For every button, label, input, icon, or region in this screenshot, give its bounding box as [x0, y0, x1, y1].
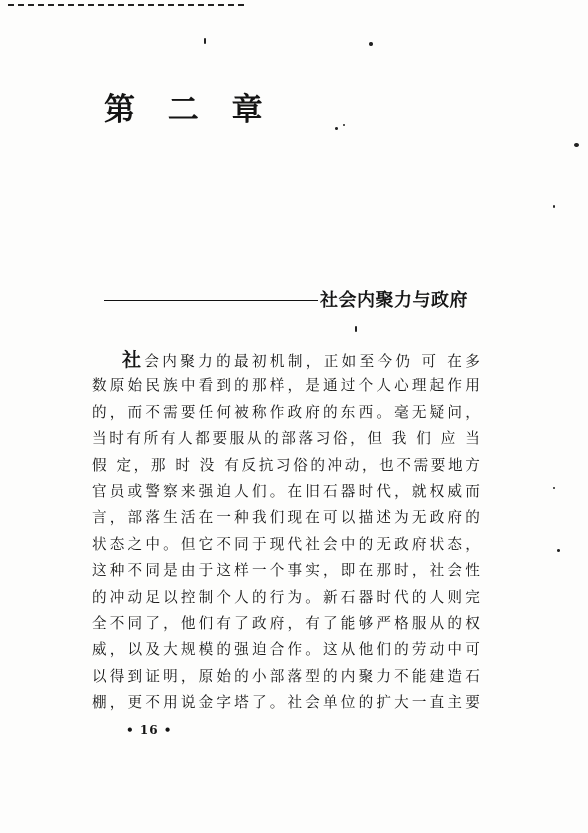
- heading-rule: [104, 300, 318, 301]
- scan-speck: [574, 143, 579, 147]
- scan-speck: [204, 38, 206, 44]
- chapter-title: 第 二 章: [104, 92, 274, 128]
- dropcap: 社: [122, 349, 145, 371]
- text-line: 假 定，那 时 没 有反抗习俗的冲动，也不需要地方: [92, 456, 480, 474]
- text-line: 以得到证明，原始的小部落型的内聚力不能建造石: [92, 667, 480, 685]
- scan-speck: [553, 205, 555, 208]
- section-heading-row: [104, 286, 486, 316]
- body-paragraph: [92, 347, 480, 716]
- text-line: 数原始民族中看到的那样，是通过个人心理起作用: [92, 377, 480, 395]
- text-line: 的冲动足以控制个人的行为。新石器时代的人则完: [92, 588, 480, 606]
- scan-speck: [553, 487, 555, 489]
- text-line: 当时有所有人都要服从的部落习俗，但 我 们 应 当: [92, 430, 480, 448]
- scan-speck: [369, 42, 373, 46]
- scan-edge-dashes: [8, 4, 244, 6]
- section-heading: 社会内聚力与政府: [320, 290, 468, 311]
- text-line: 言，部落生活在一种我们现在可以描述为无政府的: [92, 509, 480, 527]
- text-line: [92, 347, 480, 373]
- text-line: 威，以及大规模的强迫合作。这从他们的劳动中可: [92, 641, 480, 659]
- text-line: 棚，更不用说金字塔了。社会单位的扩大一直主要: [92, 694, 480, 712]
- scan-speck: [355, 326, 357, 332]
- scan-speck: [335, 127, 338, 130]
- text-line: 全不同了，他们有了政府，有了能够严格服从的权: [92, 614, 480, 632]
- scan-speck: [557, 549, 560, 552]
- scan-speck: [343, 124, 345, 126]
- text-line: 官员或警察来强迫人们。在旧石器时代，就权威而: [92, 482, 480, 500]
- first-line-text: 会内聚力的最初机制，正如至今仍 可 在多: [144, 353, 480, 370]
- text-line: 状态之中。但它不同于现代社会中的无政府状态，: [92, 535, 480, 553]
- text-line: 的，而不需要任何被称作政府的东西。毫无疑问，: [92, 403, 480, 421]
- page-number: • 16 •: [126, 723, 173, 737]
- text-line: 这种不同是由于这样一个事实，即在那时，社会性: [92, 562, 480, 580]
